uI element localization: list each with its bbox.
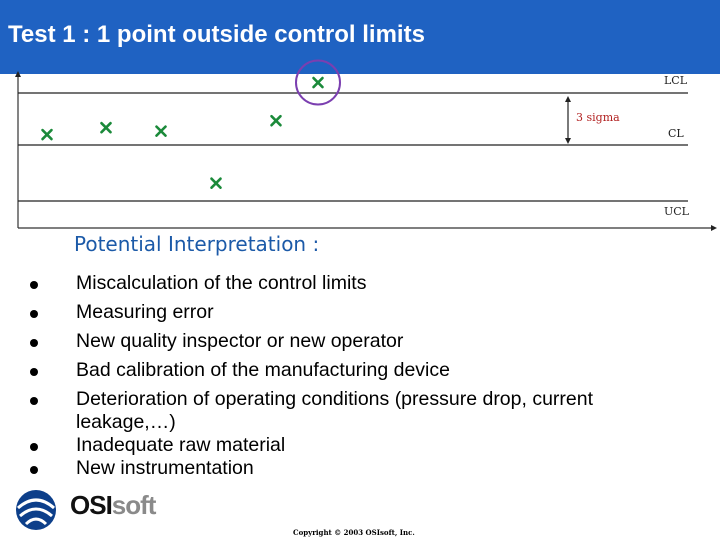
data-point-marker <box>212 179 221 188</box>
data-points <box>43 78 323 188</box>
bullet-icon <box>30 397 38 405</box>
cause-text: New instrumentation <box>76 457 254 479</box>
ucl-label: UCL <box>664 205 689 218</box>
globe-icon <box>12 486 62 532</box>
logo-wordmark <box>70 490 155 521</box>
logo-brand: OSI <box>70 490 112 520</box>
data-point-marker <box>272 116 281 125</box>
slide-title: Test 1 : 1 point outside control limits <box>8 21 425 48</box>
cause-item <box>28 272 688 295</box>
cause-item <box>28 330 688 353</box>
bullet-icon <box>30 466 38 474</box>
cause-text: Measuring error <box>76 301 214 323</box>
cause-item <box>28 457 688 480</box>
cause-text: Inadequate raw material <box>76 434 286 456</box>
data-point-marker <box>102 123 111 132</box>
cause-text: New quality inspector or new operator <box>76 330 404 352</box>
cl-label: CL <box>668 127 684 140</box>
cause-list <box>28 272 688 480</box>
bullet-icon <box>30 368 38 376</box>
bullet-icon <box>30 443 38 451</box>
bullet-icon <box>30 339 38 347</box>
logo-suffix: soft <box>111 490 156 520</box>
cause-text: Bad calibration of the manufacturing device <box>76 359 450 381</box>
cause-item <box>28 388 688 434</box>
cause-text: Deterioration of operating conditions (pressure drop, current leakage,…) <box>76 388 594 433</box>
data-point-marker <box>157 127 166 136</box>
osisoft-logo <box>12 486 162 532</box>
bullet-icon <box>30 310 38 318</box>
interpretation-heading: Potential Interpretation : <box>74 232 320 256</box>
cause-item <box>28 434 688 457</box>
control-chart <box>0 0 720 240</box>
data-point-marker <box>43 130 52 139</box>
cause-item <box>28 359 688 382</box>
copyright-notice: Copyright © 2003 OSIsoft, Inc. <box>293 528 415 537</box>
lcl-label: LCL <box>664 74 688 87</box>
cause-item <box>28 301 688 324</box>
data-point-marker <box>314 78 323 87</box>
sigma-label: 3 sigma <box>576 111 620 124</box>
cause-text: Miscalculation of the control limits <box>76 272 367 294</box>
bullet-icon <box>30 281 38 289</box>
